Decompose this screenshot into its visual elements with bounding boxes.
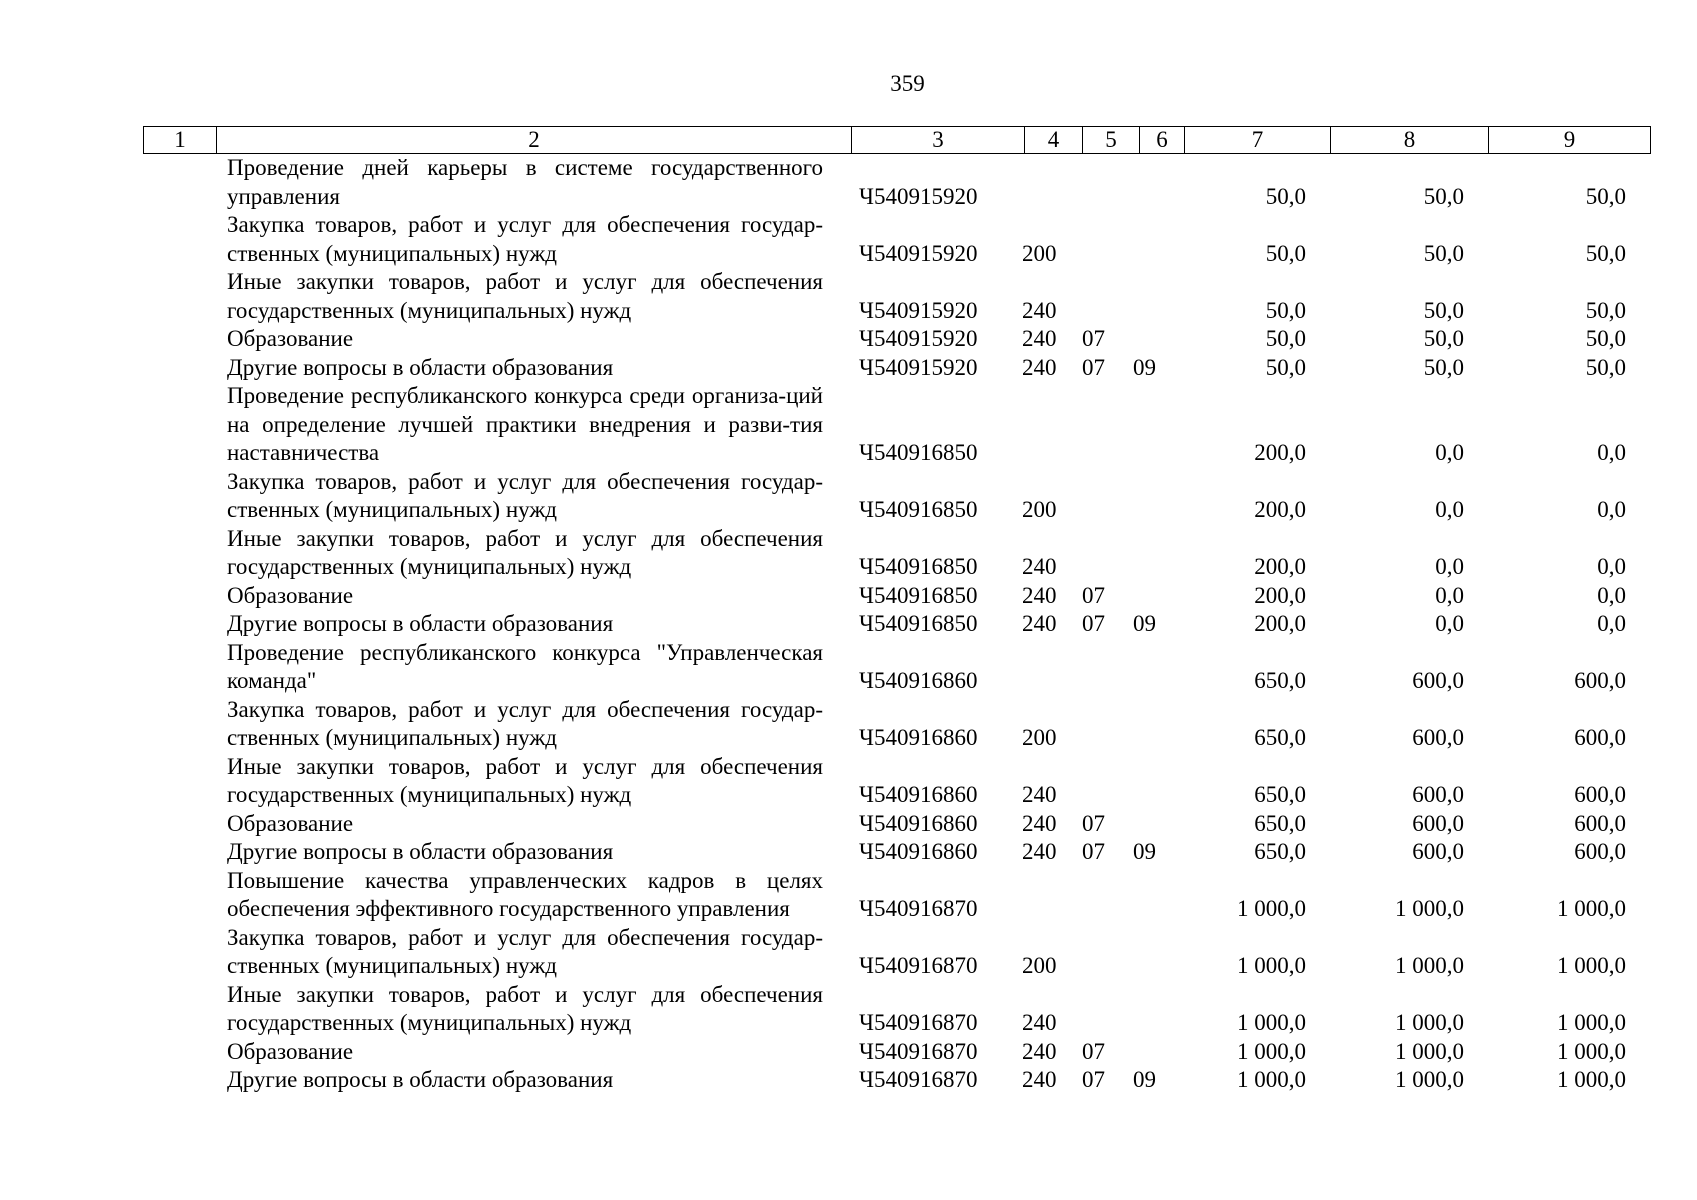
item-name: Иные закупки товаров, работ и услуг для обеспечения государственных (муниципальных) нужд [227, 753, 823, 807]
section-code: 07 [1082, 611, 1105, 636]
amount-col-7: 50,0 [1265, 240, 1306, 266]
amount-col-8: 1 000,0 [1395, 1067, 1464, 1092]
item-name: Закупка товаров, работ и услуг для обеспечения государ-ственных (муниципальных) нужд [227, 696, 823, 750]
expense-type: 240 [1022, 839, 1057, 864]
expense-type: 240 [1022, 1067, 1057, 1092]
item-name: Закупка товаров, работ и услуг для обеспечения государ-ственных (муниципальных) нужд [227, 924, 823, 978]
amount-col-7: 200,0 [1254, 554, 1306, 579]
table-row [143, 211, 1634, 268]
table-header [143, 126, 1651, 154]
header-col-4: 4 [1025, 127, 1083, 154]
amount-col-9: 50,0 [1585, 297, 1626, 323]
expense-type: 200 [1022, 240, 1057, 266]
amount-col-8: 1 000,0 [1395, 1038, 1464, 1064]
target-code: Ч540916850 [859, 497, 978, 522]
amount-col-7: 650,0 [1254, 668, 1306, 693]
amount-col-9: 600,0 [1574, 810, 1626, 836]
header-col-7: 7 [1185, 127, 1331, 154]
amount-col-9: 0,0 [1597, 582, 1626, 608]
amount-col-7: 650,0 [1254, 839, 1306, 864]
target-code: Ч540916870 [859, 1067, 978, 1092]
table-row [143, 981, 1634, 1038]
target-code: Ч540916850 [859, 611, 978, 636]
amount-col-8: 600,0 [1412, 782, 1464, 807]
amount-col-8: 1 000,0 [1395, 896, 1464, 921]
amount-col-7: 1 000,0 [1237, 896, 1306, 921]
table-row [143, 268, 1634, 325]
target-code: Ч540915920 [859, 297, 978, 323]
amount-col-8: 0,0 [1435, 611, 1464, 636]
header-col-2: 2 [217, 127, 852, 154]
amount-col-9: 600,0 [1574, 668, 1626, 693]
item-name: Образование [227, 326, 354, 351]
amount-col-7: 50,0 [1265, 326, 1306, 351]
item-name: Закупка товаров, работ и услуг для обеспечения государ-ственных (муниципальных) нужд [227, 468, 823, 522]
amount-col-7: 650,0 [1254, 810, 1306, 836]
target-code: Ч540915920 [859, 354, 978, 380]
amount-col-8: 50,0 [1423, 183, 1464, 209]
target-code: Ч540915920 [859, 183, 978, 209]
header-col-6: 6 [1140, 127, 1185, 154]
expense-type: 240 [1022, 326, 1057, 351]
amount-col-7: 650,0 [1254, 782, 1306, 807]
expense-type: 200 [1022, 497, 1057, 522]
target-code: Ч540916860 [859, 725, 978, 750]
table-row [143, 639, 1634, 696]
item-name: Другие вопросы в области образования [227, 354, 614, 380]
header-col-8: 8 [1331, 127, 1489, 154]
amount-col-9: 50,0 [1585, 240, 1626, 266]
amount-col-7: 1 000,0 [1237, 1038, 1306, 1064]
table-row [143, 525, 1634, 582]
amount-col-7: 1 000,0 [1237, 953, 1306, 978]
item-name: Иные закупки товаров, работ и услуг для обеспечения государственных (муниципальных) нужд [227, 525, 823, 579]
item-name: Образование [227, 582, 354, 608]
table-row [143, 696, 1634, 753]
amount-col-9: 600,0 [1574, 782, 1626, 807]
amount-col-8: 1 000,0 [1395, 953, 1464, 978]
table-row [143, 810, 1634, 839]
target-code: Ч540916860 [859, 782, 978, 807]
header-col-3: 3 [852, 127, 1025, 154]
amount-col-8: 600,0 [1412, 839, 1464, 864]
amount-col-9: 50,0 [1585, 354, 1626, 380]
table-row [143, 924, 1634, 981]
amount-col-9: 1 000,0 [1557, 1010, 1626, 1035]
amount-col-9: 1 000,0 [1557, 953, 1626, 978]
amount-col-9: 0,0 [1597, 440, 1626, 465]
amount-col-9: 50,0 [1585, 326, 1626, 351]
item-name: Иные закупки товаров, работ и услуг для обеспечения государственных (муниципальных) нужд [227, 269, 823, 323]
table-row [143, 468, 1634, 525]
target-code: Ч540916850 [859, 440, 978, 465]
amount-col-8: 600,0 [1412, 810, 1464, 836]
amount-col-8: 0,0 [1435, 440, 1464, 465]
target-code: Ч540916870 [859, 1010, 978, 1035]
section-code: 07 [1082, 1038, 1105, 1064]
amount-col-8: 50,0 [1423, 354, 1464, 380]
amount-col-7: 200,0 [1254, 611, 1306, 636]
expense-type: 240 [1022, 810, 1057, 836]
expense-type: 200 [1022, 725, 1057, 750]
expense-type: 240 [1022, 611, 1057, 636]
amount-col-9: 0,0 [1597, 611, 1626, 636]
target-code: Ч540915920 [859, 240, 978, 266]
amount-col-8: 0,0 [1435, 497, 1464, 522]
page-number: 359 [890, 71, 925, 96]
item-name: Проведение республиканского конкурса "Управленческая команда" [227, 639, 823, 693]
expense-type: 240 [1022, 297, 1057, 323]
target-code: Ч540916870 [859, 1038, 978, 1064]
item-name: Другие вопросы в области образования [227, 611, 614, 636]
amount-col-8: 50,0 [1423, 240, 1464, 266]
amount-col-9: 0,0 [1597, 554, 1626, 579]
item-name: Закупка товаров, работ и услуг для обеспечения государ-ственных (муниципальных) нужд [227, 212, 823, 266]
item-name: Проведение дней карьеры в системе государственного управления [227, 155, 823, 209]
amount-col-7: 1 000,0 [1237, 1010, 1306, 1035]
amount-col-7: 1 000,0 [1237, 1067, 1306, 1092]
amount-col-9: 1 000,0 [1557, 1067, 1626, 1092]
amount-col-9: 600,0 [1574, 725, 1626, 750]
table-row [143, 382, 1634, 468]
table-row [143, 610, 1634, 639]
target-code: Ч540916860 [859, 810, 978, 836]
amount-col-9: 0,0 [1597, 497, 1626, 522]
amount-col-7: 200,0 [1254, 497, 1306, 522]
expense-type: 240 [1022, 782, 1057, 807]
table-row [143, 867, 1634, 924]
table-row [143, 325, 1634, 354]
expense-type: 240 [1022, 1038, 1057, 1064]
section-code: 07 [1082, 810, 1105, 836]
amount-col-7: 650,0 [1254, 725, 1306, 750]
amount-col-8: 1 000,0 [1395, 1010, 1464, 1035]
table-row [143, 838, 1634, 867]
amount-col-8: 50,0 [1423, 297, 1464, 323]
table-row [143, 354, 1634, 383]
target-code: Ч540916850 [859, 554, 978, 579]
amount-col-7: 200,0 [1254, 440, 1306, 465]
table-row [143, 1038, 1634, 1067]
amount-col-8: 0,0 [1435, 554, 1464, 579]
amount-col-7: 200,0 [1254, 582, 1306, 608]
header-col-9: 9 [1489, 127, 1651, 154]
header-col-1: 1 [144, 127, 217, 154]
amount-col-9: 1 000,0 [1557, 896, 1626, 921]
expense-type: 240 [1022, 554, 1057, 579]
section-code: 07 [1082, 354, 1105, 380]
item-name: Иные закупки товаров, работ и услуг для обеспечения государственных (муниципальных) нужд [227, 981, 823, 1035]
expense-type: 240 [1022, 582, 1057, 608]
subsection-code: 09 [1133, 1067, 1156, 1092]
target-code: Ч540916860 [859, 668, 978, 693]
expense-type: 240 [1022, 354, 1057, 380]
target-code: Ч540916870 [859, 953, 978, 978]
table-row [143, 154, 1634, 211]
amount-col-7: 50,0 [1265, 354, 1306, 380]
section-code: 07 [1082, 839, 1105, 864]
item-name: Образование [227, 1038, 354, 1064]
header-col-5: 5 [1083, 127, 1140, 154]
subsection-code: 09 [1133, 611, 1156, 636]
table-body [143, 154, 1634, 1095]
table-row [143, 582, 1634, 611]
expense-type: 240 [1022, 1010, 1057, 1035]
subsection-code: 09 [1133, 839, 1156, 864]
amount-col-8: 600,0 [1412, 725, 1464, 750]
target-code: Ч540915920 [859, 326, 978, 351]
amount-col-9: 600,0 [1574, 839, 1626, 864]
section-code: 07 [1082, 1067, 1105, 1092]
target-code: Ч540916860 [859, 839, 978, 864]
section-code: 07 [1082, 582, 1105, 608]
expense-type: 200 [1022, 953, 1057, 978]
amount-col-7: 50,0 [1265, 183, 1306, 209]
amount-col-8: 600,0 [1412, 668, 1464, 693]
amount-col-8: 0,0 [1435, 582, 1464, 608]
item-name: Повышение качества управленческих кадров в целях обеспечения эффективного государственного управления [227, 867, 823, 921]
item-name: Проведение республиканского конкурса среди организа-ций на определение лучшей практики внедрения и разви-тия наставничества [227, 383, 823, 465]
item-name: Другие вопросы в области образования [227, 839, 614, 864]
item-name: Образование [227, 810, 354, 836]
subsection-code: 09 [1133, 354, 1156, 380]
target-code: Ч540916850 [859, 582, 978, 608]
section-code: 07 [1082, 326, 1105, 351]
amount-col-7: 50,0 [1265, 297, 1306, 323]
item-name: Другие вопросы в области образования [227, 1067, 614, 1092]
table-row [143, 1066, 1634, 1095]
amount-col-8: 50,0 [1423, 326, 1464, 351]
table-row [143, 753, 1634, 810]
target-code: Ч540916870 [859, 896, 978, 921]
amount-col-9: 1 000,0 [1557, 1038, 1626, 1064]
amount-col-9: 50,0 [1585, 183, 1626, 209]
